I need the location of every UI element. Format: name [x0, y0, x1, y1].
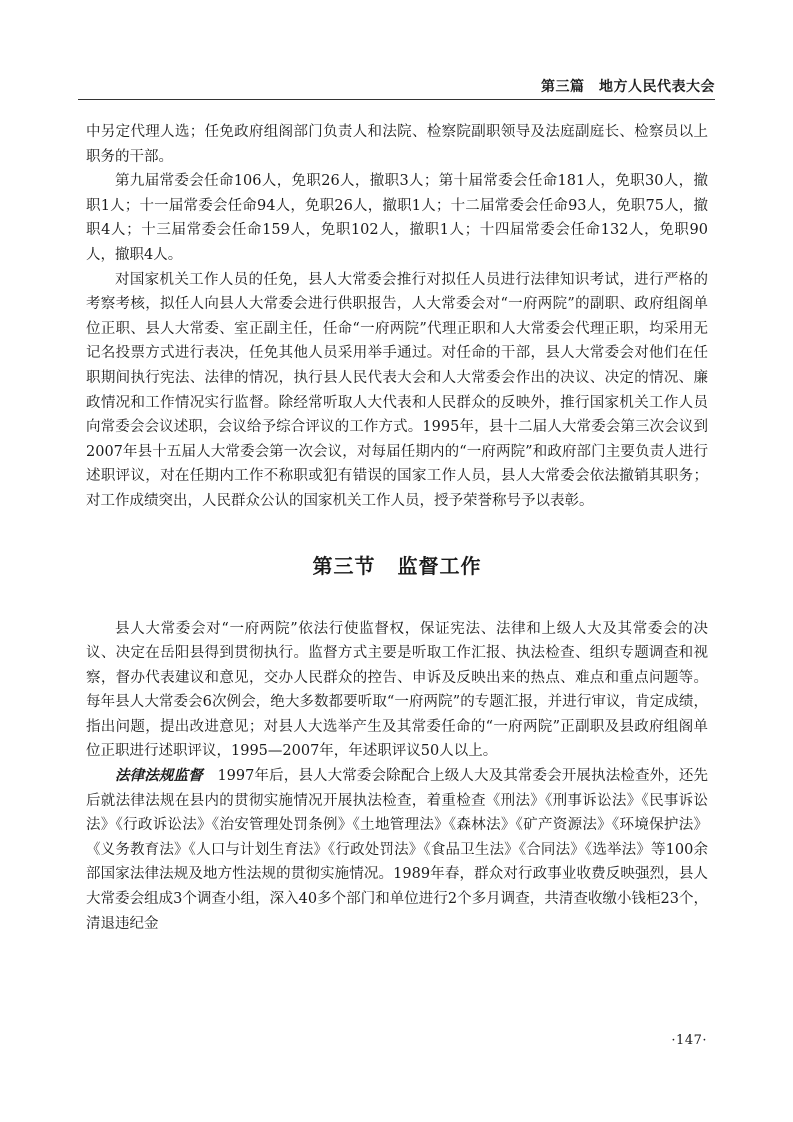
running-title: 第三篇 地方人民代表大会 — [541, 79, 715, 95]
paragraph-appointments: 第九届常委会任命106人，免职26人，撤职3人；第十届常委会任命181人，免职30人，撤职1人；十一届常委会任命94人，免职26人，撤职1人；十二届常委会任命93人，免职75人，撤职4人；十三届常委会任命159人，免职102人，撤职1人；十四届常委会任命132人，免职90人，撤职4人。 — [86, 173, 708, 263]
subhead-law-supervision: 法律法规监督 — [115, 767, 203, 785]
paragraph-personnel: 对国家机关工作人员的任免，县人大常委会推行对拟任人员进行法律知识考试，进行严格的考察考核，拟任人向县人大常委会进行供职报告，人大常委会对“一府两院”的副职、政府组阁单位正职、县人大常委、室正副主任，任命“一府两院”代理正职和人大常委会代理正职，均采用无记名投票方式进行表决，任免其他人员采用举手通过。对任命的干部，县人大常委会对他们在任职期间执行宪法、法律的情况，执行县人民代表大会和人大常委会作出的决议、决定的情况、廉政情况和工作情况实行监督。除经常听取人大代表和人民群众的反映外，推行国家机关工作人员向常委会会议述职，会议给予综合评议的工作方式。1995年，县十二届人大常委会第三次会议到2007年县十五届人大常委会第一次会议，对每届任期内的“一府两院”和政府部门主要负责人进行述职评议，对在任期内工作不称职或犯有错误的国家工作人员，县人大常委会依法撤销其职务；对工作成绩突出，人民群众公认的国家机关工作人员，授予荣誉称号予以表彰。 — [86, 271, 708, 509]
body-text — [86, 120, 708, 936]
section-heading — [86, 550, 708, 579]
running-header — [78, 76, 715, 98]
section-title: 监督工作 — [397, 553, 482, 578]
section-number: 第三节 — [312, 553, 376, 578]
paragraph-continuation: 中另定代理人选；任免政府组阁部门负责人和法院、检察院副职领导及法庭副庭长、检察员以上职务的干部。 — [86, 124, 708, 165]
law-supervision-text: 1997年后，县人大常委会除配合上级人大及其常委会开展执法检查外，还先后就法律法规在县内的贯彻实施情况开展执法检查，着重检查《刑法》《刑事诉讼法》《民事诉讼法》《行政诉讼法》《治安管理处罚条例》《土地管理法》《森林法》《矿产资源法》《环境保护法》《义务教育法》《人口与计划生育法》《行政处罚法》《食品卫生法》《合同法》《选举法》等100余部国家法律法规及地方性法规的贯彻实施情况。1989年春，群众对行政事业收费反映强烈，县人大常委会组成3个调查小组，深入40多个部门和单位进行2个多月调查，共清查收缴小钱柜23个，清退违纪金 — [86, 768, 709, 932]
paragraph-law-supervision — [86, 764, 708, 936]
page-number: ·147· — [671, 1033, 707, 1048]
paragraph-supervision-intro: 县人大常委会对“一府两院”依法行使监督权，保证宪法、法律和上级人大及其常委会的决议、决定在岳阳县得到贯彻执行。监督方式主要是听取工作汇报、执法检查、组织专题调查和视察，督办代表建议和意见，交办人民群众的控告、申诉及反映出来的热点、难点和重点问题等。每年县人大常委会6次例会，绝大多数都要听取“一府两院”的专题汇报，并进行审议，肯定成绩，指出问题，提出改进意见；对县人大选举产生及其常委任命的“一府两院”正副职及县政府组阁单位正职进行述职评议，1995—2007年，年述职评议50人以上。 — [86, 620, 708, 760]
header-rule — [78, 99, 715, 100]
